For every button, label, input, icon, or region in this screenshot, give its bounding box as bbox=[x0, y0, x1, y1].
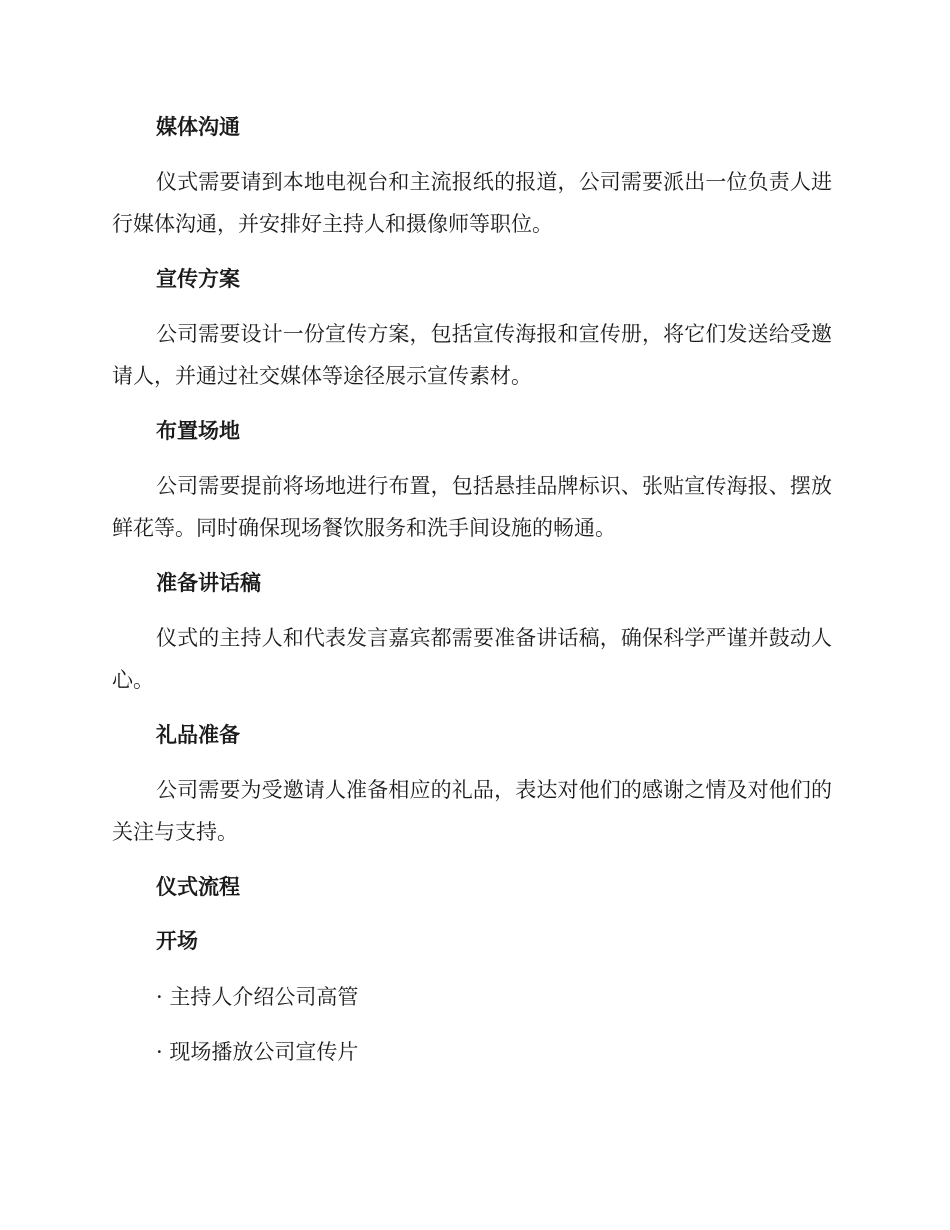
section-body-media: 仪式需要请到本地电视台和主流报纸的报道，公司需要派出一位负责人进行媒体沟通，并安排好主持人和摄像师等职位。 bbox=[112, 170, 832, 236]
section-heading-media: 媒体沟通 bbox=[156, 115, 240, 139]
section-body-gifts: 公司需要为受邀请人准备相应的礼品，表达对他们的感谢之情及对他们的关注与支持。 bbox=[112, 778, 832, 844]
section-heading-speech: 准备讲话稿 bbox=[156, 571, 261, 595]
flow-heading: 仪式流程 bbox=[156, 875, 240, 899]
section-body-speech: 仪式的主持人和代表发言嘉宾都需要准备讲话稿，确保科学严谨并鼓动人心。 bbox=[112, 626, 832, 692]
flow-bullet-item: · 现场播放公司宣传片 bbox=[156, 1040, 359, 1064]
flow-subheading-opening: 开场 bbox=[156, 929, 198, 953]
section-heading-gifts: 礼品准备 bbox=[156, 723, 240, 747]
section-body-venue: 公司需要提前将场地进行布置，包括悬挂品牌标识、张贴宣传海报、摆放鲜花等。同时确保现场餐饮服务和洗手间设施的畅通。 bbox=[112, 474, 832, 540]
section-heading-publicity: 宣传方案 bbox=[156, 267, 240, 291]
flow-bullet-item: · 主持人介绍公司高管 bbox=[156, 985, 359, 1009]
section-body-publicity: 公司需要设计一份宣传方案，包括宣传海报和宣传册，将它们发送给受邀请人，并通过社交媒体等途径展示宣传素材。 bbox=[112, 322, 832, 388]
section-heading-venue: 布置场地 bbox=[156, 419, 240, 443]
